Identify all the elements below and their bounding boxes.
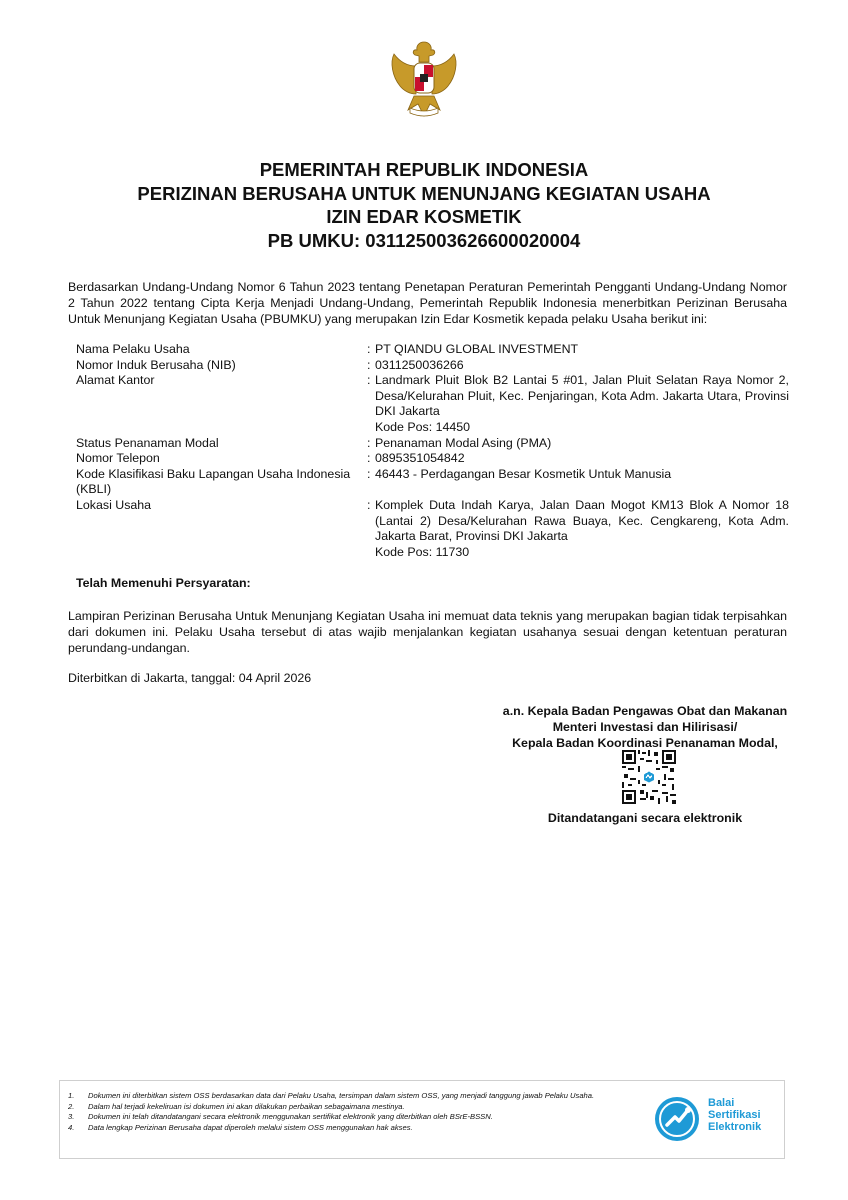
bsre-logo-text: Balai Sertifikasi Elektronik — [708, 1097, 762, 1133]
intro-paragraph: Berdasarkan Undang-Undang Nomor 6 Tahun 2023 tentang Penetapan Peraturan Pemerintah Pengganti Undang-Undang Nomor 2 Tahun 2022 tentang Cipta Kerja Menjadi Undang-Undang, Pemerintah Republik Indonesia menerbitkan Perizinan Berusaha Untuk Menunjang Kegiatan Usaha (PBUMKU) yang merupakan Izin Edar Kosmetik kepada pelaku Usaha berikut ini: — [68, 280, 787, 326]
title-line-1: PEMERINTAH REPUBLIK INDONESIA — [259, 159, 589, 180]
field-separator: : — [367, 466, 371, 481]
footer-notes-box — [59, 1080, 785, 1159]
field-row — [72, 498, 789, 560]
field-row — [72, 373, 789, 435]
field-value: Komplek Duta Indah Karya, Jalan Daan Mogot KM13 Blok A Nomor 18 (Lantai 2) Desa/Kelurahan Rawa Buaya, Kec. Cengkareng, Kota Adm. Jakarta Barat, Provinsi DKI Jakarta Kode Pos: 11730 — [375, 497, 789, 559]
qr-code-icon — [622, 750, 676, 804]
field-row — [72, 358, 789, 374]
field-value: Penanaman Modal Asing (PMA) — [375, 435, 552, 450]
field-label: Lokasi Usaha — [76, 497, 152, 512]
field-separator: : — [367, 451, 371, 466]
garuda-emblem-icon — [386, 36, 462, 122]
bsre-logo-icon — [653, 1095, 701, 1143]
document-title — [0, 158, 848, 252]
field-value: 46443 - Perdagangan Besar Kosmetik Untuk Manusia — [375, 466, 672, 481]
field-separator: : — [367, 373, 371, 388]
requirements-heading: Telah Memenuhi Persyaratan: — [76, 576, 251, 590]
field-label: Nomor Induk Berusaha (NIB) — [76, 357, 236, 372]
signature-block — [480, 703, 810, 751]
title-line-4: PB UMKU: 031125003626600020004 — [267, 229, 581, 251]
field-label: Alamat Kantor — [76, 373, 155, 388]
footer-note: 2. Dalam hal terjadi kekeliruan isi dokumen ini akan dilakukan perbaikan sebagaimana mestinya. — [68, 1101, 405, 1111]
field-separator: : — [367, 497, 371, 512]
signature-line-1: a.n. Kepala Badan Pengawas Obat dan Makanan — [502, 704, 788, 718]
field-label: Kode Klasifikasi Baku Lapangan Usaha Indonesia (KBLI) — [76, 466, 351, 497]
footer-note: 4. Data lengkap Perizinan Berusaha dapat diperoleh melalui sistem OSS menggunakan hak akses. — [68, 1122, 413, 1132]
field-separator: : — [367, 342, 371, 356]
field-label: Status Penanaman Modal — [76, 435, 219, 450]
field-label: Nama Pelaku Usaha — [76, 342, 190, 356]
field-value: 0895351054842 — [375, 451, 465, 466]
signature-line-3: Kepala Badan Koordinasi Penanaman Modal, — [512, 736, 778, 750]
field-value: 0311250036266 — [375, 357, 464, 372]
title-line-3: IZIN EDAR KOSMETIK — [326, 206, 522, 227]
issued-date: Diterbitkan di Jakarta, tanggal: 04 April 2026 — [68, 671, 312, 685]
field-separator: : — [367, 357, 371, 372]
field-value: PT QIANDU GLOBAL INVESTMENT — [375, 342, 579, 356]
field-row — [72, 342, 789, 358]
footer-note: 1. Dokumen ini diterbitkan sistem OSS berdasarkan data dari Pelaku Usaha, tersimpan dalam sistem OSS, yang menjadi tanggung jawab Pelaku Usaha. — [68, 1091, 595, 1100]
signature-line-2: Menteri Investasi dan Hilirisasi/ — [552, 720, 738, 734]
electronic-signature-note: Ditandatangani secara elektronik — [547, 811, 743, 825]
field-value: Landmark Pluit Blok B2 Lantai 5 #01, Jalan Pluit Selatan Raya Nomor 2, Desa/Kelurahan Pluit, Kec. Penjaringan, Kota Adm. Jakarta Utara, Provinsi DKI Jakarta Kode Pos: 14450 — [375, 373, 789, 434]
attachment-paragraph: Lampiran Perizinan Berusaha Untuk Menunjang Kegiatan Usaha ini memuat data teknis yang merupakan bagian tidak terpisahkan dari dokumen ini. Pelaku Usaha tersebut di atas wajib menjalankan kegiatan usahanya sesuai dengan ketentuan peraturan perundang-undangan. — [68, 609, 787, 655]
field-row — [72, 436, 789, 452]
business-details-table — [72, 342, 789, 560]
field-separator: : — [367, 435, 371, 450]
field-row — [72, 467, 789, 498]
field-row — [72, 451, 789, 467]
field-label: Nomor Telepon — [76, 451, 160, 466]
title-line-2: PERIZINAN BERUSAHA UNTUK MENUNJANG KEGIATAN USAHA — [137, 182, 711, 204]
footer-notes-list — [68, 1091, 648, 1133]
footer-note: 3. Dokumen ini telah ditandatangani secara elektronik menggunakan sertifikat elektronik yang diterbitkan oleh BSrE-BSSN. — [68, 1112, 493, 1121]
